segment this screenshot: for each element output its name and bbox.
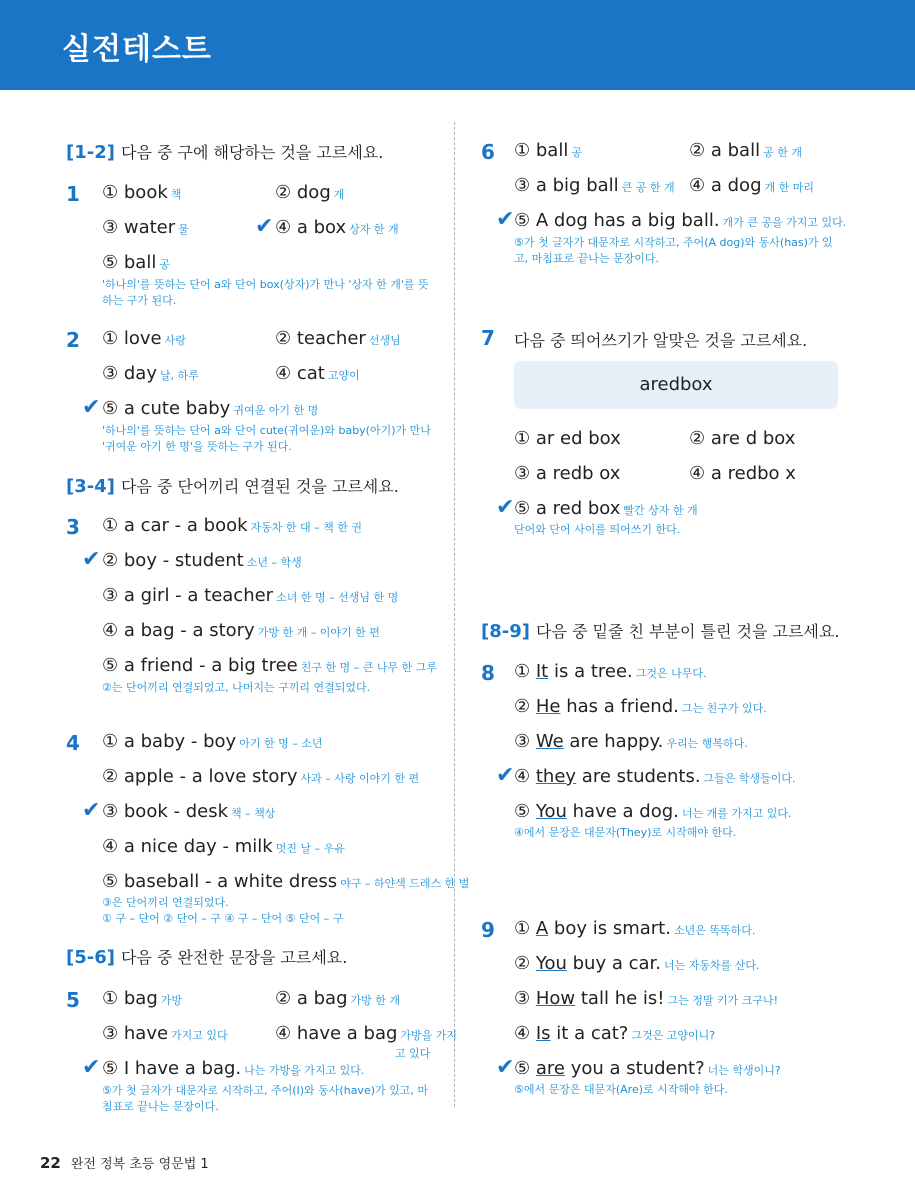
- option-5: [102, 871, 469, 892]
- option-text: have: [123, 1023, 169, 1044]
- option-marker: ②: [514, 953, 531, 974]
- page-number: 22: [40, 1154, 61, 1172]
- option-2-correct: [102, 550, 302, 571]
- option-text: ar ed box: [535, 428, 621, 449]
- option-3: [102, 1023, 228, 1044]
- section-range: [3-4]: [66, 476, 115, 497]
- option-marker: ②: [275, 988, 292, 1009]
- option-marker: ②: [689, 140, 706, 161]
- option-text: are students.: [576, 766, 701, 787]
- option-text: teacher: [296, 328, 366, 349]
- option-text: a redbo x: [710, 463, 796, 484]
- option-3: [514, 988, 778, 1009]
- option-translation: 그것은 고양이니?: [631, 1029, 716, 1042]
- option-marker: ③: [514, 463, 531, 484]
- answer-note: ②는 단어끼리 연결되었고, 나머지는 구끼리 연결되었다.: [102, 681, 371, 694]
- answer-note: ⑤가 첫 글자가 대문자로 시작하고, 주어(I)와 동사(have)가 있고, 마침표로 끝나는 문장이다.: [102, 1084, 428, 1113]
- underlined-word: A: [535, 918, 549, 939]
- question-number: 6: [481, 140, 495, 164]
- option-marker: ①: [102, 328, 119, 349]
- option-text: boy - student: [123, 550, 244, 571]
- option-translation: 그는 정말 키가 크구나!: [667, 994, 779, 1007]
- option-2: [514, 696, 767, 717]
- underlined-word: You: [535, 801, 567, 822]
- option-marker: ④: [514, 766, 531, 787]
- answer-note: 단어와 단어 사이를 띄어쓰기 한다.: [514, 523, 681, 536]
- option-1: [514, 918, 755, 939]
- option-translation: 책: [170, 188, 182, 201]
- option-text: a nice day - milk: [123, 836, 273, 857]
- option-4: [102, 836, 345, 857]
- option-text: have a dog.: [566, 801, 679, 822]
- underlined-word: Is: [535, 1023, 551, 1044]
- answer-note-detail: ① 구 – 단어 ② 단어 – 구 ④ 구 – 단어 ⑤ 단어 – 구: [102, 912, 344, 925]
- option-translation: 너는 학생이니?: [707, 1064, 781, 1077]
- answer-note: ③은 단어끼리 연결되었다.: [102, 896, 229, 909]
- option-3: [102, 585, 398, 606]
- option-text: I have a bag.: [123, 1058, 242, 1079]
- section-heading-3-4: [66, 474, 399, 497]
- option-marker: ②: [689, 428, 706, 449]
- option-1: [514, 140, 582, 161]
- option-text: book: [123, 182, 168, 203]
- option-1: [102, 328, 186, 349]
- option-text: have a bag: [296, 1023, 398, 1044]
- question-number: 7: [481, 326, 495, 350]
- option-1: [102, 988, 182, 1009]
- check-icon: ✔: [496, 763, 515, 788]
- option-marker: ③: [102, 801, 119, 822]
- question-number: 2: [66, 328, 80, 352]
- option-marker: ①: [102, 988, 119, 1009]
- option-translation: 큰 공 한 개: [621, 181, 675, 194]
- option-text: bag: [123, 988, 158, 1009]
- underlined-word: We: [535, 731, 564, 752]
- option-translation: 그것은 나무다.: [635, 667, 707, 680]
- option-marker: ①: [514, 428, 531, 449]
- option-text: are d box: [710, 428, 796, 449]
- option-3: [514, 731, 748, 752]
- option-translation: 나는 가방을 가지고 있다.: [244, 1064, 365, 1077]
- option-3: [102, 363, 199, 384]
- option-text: baseball - a white dress: [123, 871, 338, 892]
- option-5: [102, 655, 437, 676]
- underlined-word: You: [535, 953, 567, 974]
- option-4: [689, 175, 814, 196]
- option-translation: 개가 큰 공을 가지고 있다.: [722, 216, 847, 229]
- option-translation: 공: [571, 146, 582, 159]
- option-2: [689, 428, 795, 449]
- option-translation: 선생님: [368, 334, 401, 347]
- option-translation: 공: [159, 258, 170, 271]
- option-1: [514, 661, 707, 682]
- option-marker: ④: [275, 363, 292, 384]
- option-marker: ⑤: [514, 801, 531, 822]
- option-5-correct: [514, 498, 698, 519]
- option-marker: ④: [102, 836, 119, 857]
- option-text: a car - a book: [123, 515, 248, 536]
- option-marker: ⑤: [102, 871, 119, 892]
- option-marker: ②: [275, 182, 292, 203]
- word-box: [514, 361, 838, 409]
- option-text: a baby - boy: [123, 731, 237, 752]
- option-2: [275, 328, 401, 349]
- option-translation-cont: 고 있다: [395, 1047, 431, 1060]
- section-range: [1-2]: [66, 142, 115, 163]
- option-5-correct: [102, 1058, 364, 1079]
- section-instruction: 다음 중 밑줄 친 부분이 틀린 것을 고르세요.: [535, 622, 840, 641]
- option-text: you a student?: [564, 1058, 705, 1079]
- answer-note: ④에서 문장은 대문자(They)로 시작해야 한다.: [514, 826, 737, 839]
- option-translation: 야구 – 하얀색 드레스 한 벌: [340, 877, 470, 890]
- option-translation: 가방: [160, 994, 183, 1007]
- option-marker: ③: [102, 585, 119, 606]
- option-4: [275, 1023, 457, 1044]
- check-icon: ✔: [255, 214, 274, 239]
- underlined-word: are: [535, 1058, 565, 1079]
- page-footer: [40, 1153, 209, 1172]
- option-marker: ⑤: [514, 1058, 531, 1079]
- question-number: 5: [66, 988, 80, 1012]
- option-translation: 물: [178, 223, 189, 236]
- option-text: a friend - a big tree: [123, 655, 298, 676]
- book-title: 완전 정복 초등 영문법 1: [70, 1157, 209, 1172]
- option-marker: ①: [514, 918, 531, 939]
- underlined-word: It: [535, 661, 549, 682]
- option-4-correct: [275, 217, 399, 238]
- option-text: has a friend.: [560, 696, 679, 717]
- option-text: buy a car.: [566, 953, 661, 974]
- option-text: are happy.: [563, 731, 664, 752]
- option-translation: 소년은 똑똑하다.: [673, 924, 756, 937]
- option-translation: 친구 한 명 – 큰 나무 한 그루: [300, 661, 437, 674]
- option-text: it a cat?: [550, 1023, 629, 1044]
- column-divider: [454, 122, 455, 1107]
- option-3-correct: [102, 801, 275, 822]
- option-2: [102, 766, 419, 787]
- option-text: day: [123, 363, 157, 384]
- option-text: ball: [123, 252, 157, 273]
- option-marker: ②: [514, 696, 531, 717]
- option-2: [275, 182, 344, 203]
- page-title: 실전테스트: [62, 32, 212, 67]
- option-marker: ④: [514, 1023, 531, 1044]
- section-instruction: 다음 중 완전한 문장을 고르세요.: [120, 948, 348, 967]
- option-translation: 너는 개를 가지고 있다.: [681, 807, 792, 820]
- option-marker: ③: [514, 988, 531, 1009]
- option-5: [102, 252, 170, 273]
- option-translation: 그들은 학생들이다.: [703, 772, 796, 785]
- option-1: [102, 731, 322, 752]
- option-marker: ④: [275, 1023, 292, 1044]
- option-text: a cute baby: [123, 398, 231, 419]
- option-marker: ⑤: [514, 210, 531, 231]
- option-marker: ③: [102, 217, 119, 238]
- answer-note: ⑤에서 문장은 대문자(Are)로 시작해야 한다.: [514, 1083, 728, 1096]
- option-marker: ③: [102, 363, 119, 384]
- option-marker: ④: [102, 620, 119, 641]
- question-instruction: 다음 중 띄어쓰기가 알맞은 것을 고르세요.: [514, 331, 808, 350]
- option-text: ball: [535, 140, 569, 161]
- option-translation: 사과 – 사랑 이야기 한 편: [300, 772, 420, 785]
- option-text: apple - a love story: [123, 766, 298, 787]
- option-5: [514, 801, 791, 822]
- option-translation: 멋진 날 – 우유: [275, 842, 345, 855]
- option-translation: 가지고 있다: [171, 1029, 228, 1042]
- option-2: [275, 988, 400, 1009]
- option-translation: 아기 한 명 – 소년: [239, 737, 323, 750]
- answer-note: ⑤가 첫 글자가 대문자로 시작하고, 주어(A dog)와 동사(has)가 있고, 마침표로 끝나는 문장이다.: [514, 236, 833, 265]
- option-4-correct: [514, 766, 796, 787]
- underlined-word: How: [535, 988, 576, 1009]
- option-marker: ②: [102, 766, 119, 787]
- option-translation: 가방을 가지: [400, 1029, 458, 1042]
- option-marker: ②: [102, 550, 119, 571]
- check-icon: ✔: [496, 495, 515, 520]
- option-5-correct: [102, 398, 318, 419]
- option-marker: ⑤: [514, 498, 531, 519]
- underlined-word: He: [535, 696, 561, 717]
- answer-note: '하나의'를 뜻하는 단어 a와 단어 cute(귀여운)와 baby(아기)가 만나 '귀여운 아기 한 명'을 뜻하는 구가 된다.: [102, 424, 431, 453]
- option-marker: ①: [102, 731, 119, 752]
- check-icon: ✔: [82, 798, 101, 823]
- option-2: [689, 140, 802, 161]
- section-range: [5-6]: [66, 947, 115, 968]
- option-translation: 그는 친구가 있다.: [681, 702, 767, 715]
- option-text: a bag: [296, 988, 348, 1009]
- option-translation: 책 – 책상: [231, 807, 276, 820]
- option-text: cat: [296, 363, 325, 384]
- option-marker: ⑤: [102, 398, 119, 419]
- word-box-text: aredbox: [639, 374, 713, 395]
- option-marker: ③: [514, 731, 531, 752]
- option-1: [102, 182, 181, 203]
- check-icon: ✔: [496, 207, 515, 232]
- option-text: a big ball: [535, 175, 619, 196]
- option-marker: ①: [514, 140, 531, 161]
- option-text: tall he is!: [575, 988, 665, 1009]
- option-text: is a tree.: [548, 661, 633, 682]
- option-4: [102, 620, 380, 641]
- option-marker: ⑤: [102, 655, 119, 676]
- question-number: 4: [66, 731, 80, 755]
- check-icon: ✔: [496, 1055, 515, 1080]
- option-text: water: [123, 217, 176, 238]
- option-translation: 너는 자동차를 산다.: [663, 959, 760, 972]
- question-number: 1: [66, 182, 80, 206]
- option-translation: 빨간 상자 한 개: [623, 504, 698, 517]
- section-heading-8-9: [481, 619, 839, 642]
- underlined-word: they: [535, 766, 577, 787]
- option-text: a girl - a teacher: [123, 585, 274, 606]
- option-text: book - desk: [123, 801, 228, 822]
- option-text: dog: [296, 182, 331, 203]
- option-translation: 사랑: [164, 334, 186, 347]
- option-translation: 공 한 개: [763, 146, 802, 159]
- option-3: [102, 217, 189, 238]
- option-translation: 가방 한 개: [350, 994, 401, 1007]
- section-range: [8-9]: [481, 621, 530, 642]
- option-translation: 소녀 한 명 – 선생님 한 명: [276, 591, 399, 604]
- question-number: 9: [481, 918, 495, 942]
- option-4: [689, 463, 796, 484]
- option-text: A dog has a big ball.: [535, 210, 720, 231]
- option-marker: ④: [689, 463, 706, 484]
- check-icon: ✔: [82, 395, 101, 420]
- option-translation: 상자 한 개: [349, 223, 399, 236]
- option-2: [514, 953, 759, 974]
- option-marker: ④: [689, 175, 706, 196]
- option-translation: 우리는 행복하다.: [666, 737, 748, 750]
- option-translation: 귀여운 아기 한 명: [233, 404, 319, 417]
- option-translation: 가방 한 개 – 이야기 한 편: [257, 626, 380, 639]
- option-marker: ③: [102, 1023, 119, 1044]
- option-text: love: [123, 328, 162, 349]
- option-text: a box: [296, 217, 347, 238]
- option-translation: 날, 하루: [159, 369, 199, 382]
- option-marker: ①: [102, 515, 119, 536]
- option-text: a red box: [535, 498, 621, 519]
- check-icon: ✔: [82, 1055, 101, 1080]
- option-text: a dog: [710, 175, 762, 196]
- option-4: [514, 1023, 715, 1044]
- option-text: boy is smart.: [548, 918, 671, 939]
- option-5-correct: [514, 210, 846, 231]
- option-translation: 소년 – 학생: [246, 556, 302, 569]
- option-text: a ball: [710, 140, 761, 161]
- option-marker: ④: [275, 217, 292, 238]
- check-icon: ✔: [82, 547, 101, 572]
- option-marker: ②: [275, 328, 292, 349]
- section-instruction: 다음 중 단어끼리 연결된 것을 고르세요.: [120, 477, 399, 496]
- section-instruction: 다음 중 구에 해당하는 것을 고르세요.: [120, 143, 384, 162]
- option-4: [275, 363, 360, 384]
- question-number: 3: [66, 515, 80, 539]
- option-marker: ③: [514, 175, 531, 196]
- option-1: [514, 428, 621, 449]
- option-marker: ①: [102, 182, 119, 203]
- answer-note: '하나의'를 뜻하는 단어 a와 단어 box(상자)가 만나 '상자 한 개'를 뜻하는 구가 된다.: [102, 278, 429, 307]
- page-header: [0, 0, 915, 90]
- option-3: [514, 463, 620, 484]
- question-number: 8: [481, 661, 495, 685]
- option-translation: 개 한 마리: [764, 181, 814, 194]
- option-marker: ①: [514, 661, 531, 682]
- option-translation: 개: [333, 188, 345, 201]
- option-text: a redb ox: [535, 463, 621, 484]
- option-1: [102, 515, 362, 536]
- option-5-correct: [514, 1058, 781, 1079]
- option-marker: ⑤: [102, 252, 119, 273]
- section-heading-1-2: [66, 140, 383, 163]
- option-translation: 자동차 한 대 – 책 한 권: [250, 521, 363, 534]
- section-heading-5-6: [66, 945, 347, 968]
- option-marker: ⑤: [102, 1058, 119, 1079]
- option-translation: 고양이: [327, 369, 360, 382]
- option-text: a bag - a story: [123, 620, 255, 641]
- option-3: [514, 175, 675, 196]
